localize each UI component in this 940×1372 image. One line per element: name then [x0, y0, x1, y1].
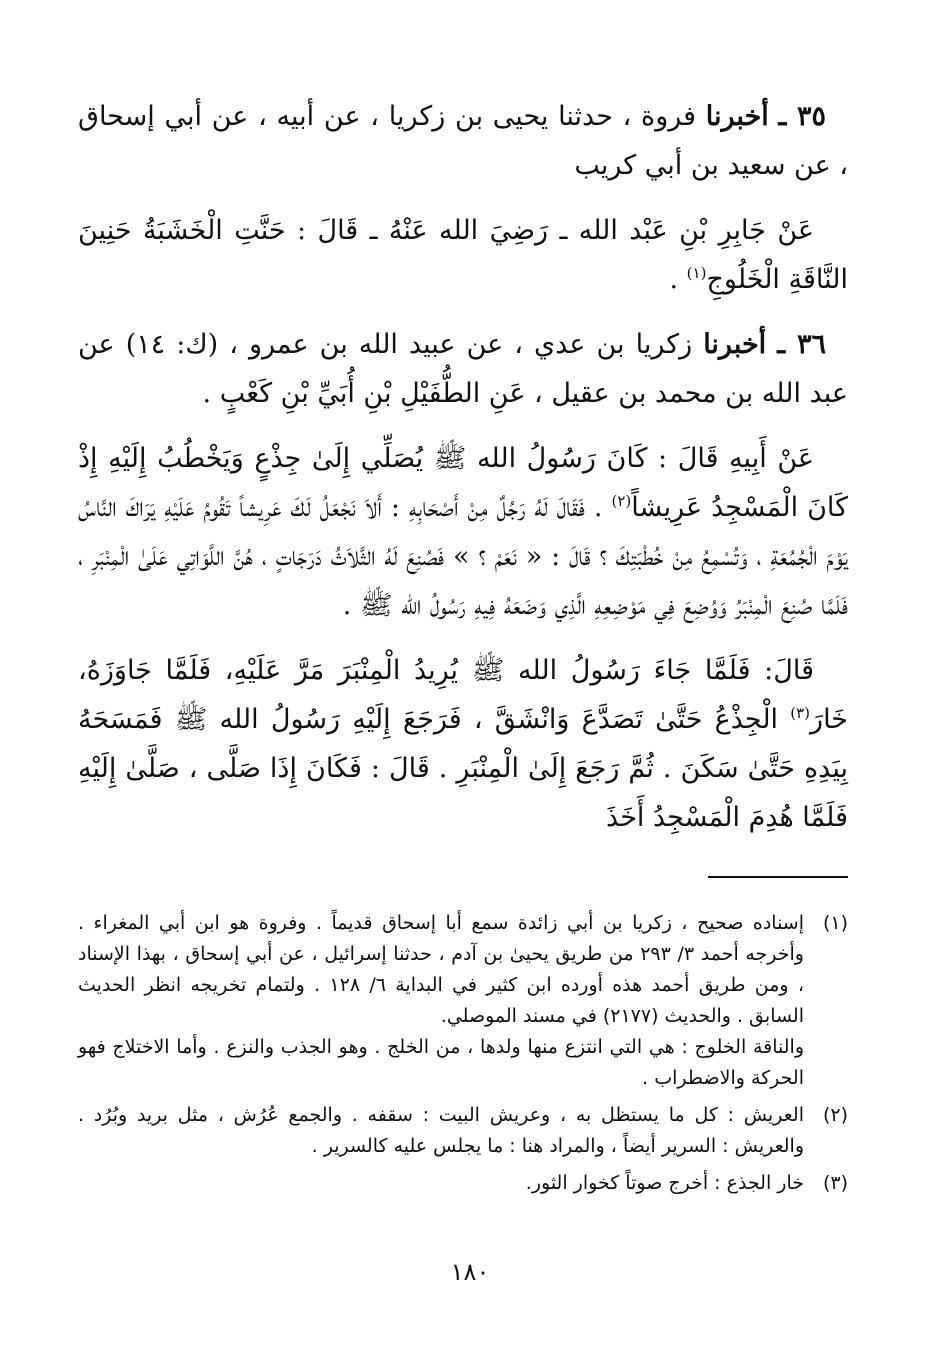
matn-text: عَنْ جَابِرِ بْنِ عَبْد الله ـ رَضِيَ الله عَنْهُ ـ قَالَ : حَنَّتِ الْخَشَبَةُ حَنِينَ النَّاقَةِ الْخَلُوجِ: [78, 215, 848, 295]
footnote-ref[interactable]: (٢): [611, 492, 632, 510]
matn-text: . فَقَالَ لَهُ رَجُلٌ مِنْ أَصْحَابِهِ : أَلاَ نَجْعَلُ لَكَ عَرِيشاً تَقُومُ عَلَيْهِ يَرَاكَ النَّاسُ يَوْمَ الْجُمُعَةِ ، وَتُسْمِعُ مِنْ خُطْبَتِكَ ؟ قَالَ : « نَعَمْ ؟ » فَصُنِعَ لَهُ الثَّلاَثُ دَرَجَاتٍ ، هُنَّ اللَّوَاتِي عَلَىٰ الْمِنْبَرِ ، فَلَمَّا صُنِعَ الْمِنْبَرُ وَوُضِعَ فِي مَوْضِعِهِ الَّذِي وَضَعَهُ فِيهِ رَسُولُ الله ﷺ .: [78, 492, 848, 621]
isnad-text: زكريا بن عدي ، عن عبيد الله بن عمرو ، (ك: ١٤) عن عبد الله بن محمد بن عقيل ، عَنِ الطُّفَيْلِ بْنِ أُبَيِّ بْنِ كَعْبٍ .: [78, 329, 848, 409]
hadith-35-text: [78, 206, 848, 304]
hadith-36-text-1: [78, 434, 848, 630]
footnote-item: [78, 908, 848, 1094]
hadith-36-text-2: [78, 646, 848, 842]
footnote-number: (٢): [822, 1104, 848, 1126]
hadith-lead-word: أخبرنا: [705, 101, 769, 132]
footnote-line: خار الجذع : أخرج صوتاً كخوار الثور.: [525, 1172, 804, 1194]
footnote-ref[interactable]: (٣): [790, 704, 811, 722]
footnote-body: [78, 1100, 804, 1162]
footnote-ref[interactable]: (١): [686, 264, 707, 282]
isnad-text: فروة ، حدثنا يحيى بن زكريا ، عن أبيه ، عن أبي إسحاق ، عن سعيد بن أبي كريب: [78, 101, 848, 181]
footnote-item: [78, 1100, 848, 1162]
footnote-separator: [708, 876, 848, 878]
footnote-number: (٣): [822, 1172, 848, 1194]
hadith-35-chain: [78, 92, 848, 190]
footnote-item: [78, 1168, 848, 1199]
hadith-number: ٣٦ ـ: [777, 329, 827, 360]
document-page: [78, 92, 848, 1362]
hadith-36-chain: [78, 320, 848, 418]
footnote-line: العريش : كل ما يستظل به ، وعريش البيت : سقفه . والجمع عُرُش ، مثل بريد وبُرُد . والعريش : السرير أيضاً ، والمراد هنا : ما يجلس عليه كالسرير .: [78, 1104, 804, 1157]
hadith-lead-word: أخبرنا: [703, 329, 767, 360]
footnote-body: [78, 1168, 804, 1199]
footnote-line: والناقة الخلوج : هي التي انتزع منها ولدها ، من الخلج . وهو الجذب والنزع . وأما الاختلاج فهو الحركة والاضطراب .: [78, 1036, 804, 1089]
hadith-number: ٣٥ ـ: [778, 101, 826, 132]
matn-text: الْجِذْعُ حَتَّىٰ تَصَدَّعَ وَانْشَقَّ ، فَرَجَعَ إِلَيْهِ رَسُولُ الله ﷺ فَمَسَحَهُ بِيَدِهِ حَتَّىٰ سَكَنَ . ثُمَّ رَجَعَ إِلَىٰ الْمِنْبَرِ . قَالَ : فَكَانَ إِذَا صَلَّى ، صَلَّىٰ إِلَيْهِ فَلَمَّا هُدِمَ الْمَسْجِدُ أَخَذَ: [78, 704, 848, 833]
footnote-line: إسناده صحيح ، زكريا بن أبي زائدة سمع أبا إسحاق قديماً . وفروة هو ابن أبي المغراء . وأخرجه أحمد ٣/ ٢٩٣ من طريق يحيىٰ بن آدم ، حدثنا إسرائيل ، عن أبي إسحاق ، بهذا الإسناد ، ومن طريق أحمد هذه أورده ابن كثير في البداية ٦/ ١٢٨ . ولتمام تخريجه انظر الحديث السابق . والحديث (٢١٧٧) في مسند الموصلي.: [78, 912, 805, 1027]
matn-end: .: [669, 264, 687, 295]
matn-text: عَنْ أَبِيهِ قَالَ : كَانَ رَسُولُ الله ﷺ يُصَلِّي إِلَىٰ جِذْعٍ وَيَخْطُبُ إِلَيْهِ إِذْ كَانَ الْمَسْجِدُ عَرِيشاً: [78, 443, 848, 523]
page-number: ١٨٠: [450, 1258, 490, 1286]
matn-text: قَالَ: فَلَمَّا جَاءَ رَسُولُ الله ﷺ يُرِيدُ الْمِنْبَرَ مَرَّ عَلَيْهِ، فَلَمَّا جَاوَزَهُ، خَارَ: [78, 655, 848, 735]
footnotes: [78, 908, 848, 1199]
footnote-number: (١): [822, 912, 848, 934]
footnote-body: [78, 908, 804, 1094]
